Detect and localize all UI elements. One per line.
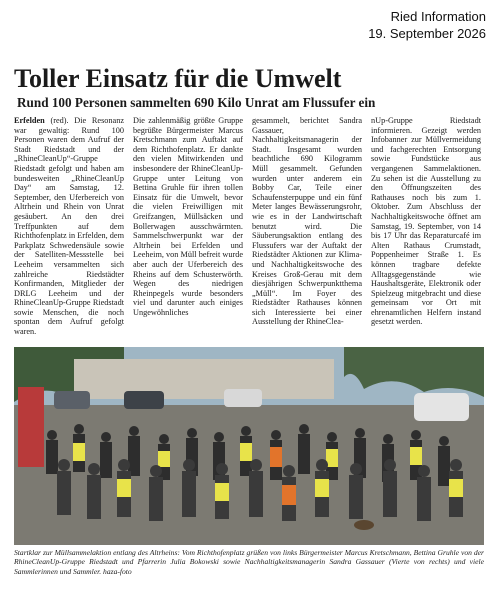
photo-car-3 [224, 389, 262, 407]
photo-car-1 [54, 391, 90, 409]
article-column-1 [14, 116, 124, 336]
photo-buildings [74, 359, 334, 399]
photo-banner [18, 387, 44, 467]
article-body [14, 116, 484, 336]
photo-credit: haza-foto [103, 566, 132, 576]
publication-name: Ried Information [390, 9, 486, 24]
issue-date: 19. September 2026 [368, 26, 486, 41]
article-column-3 [252, 116, 362, 336]
article-headline: Toller Einsatz für die Umwelt [14, 64, 342, 93]
column-1-text: (red). Die Resonanz war gewaltig: Rund 100 Personen waren dem Aufruf der Stadt Riedstadt und der „RhineCleanUp“-Gruppe Riedstadt gefolgt und haben am bundesweiten „RhineCleanUp Day“ am Samstag, 12. September, den Uferbereich von Altrhein und Rhein von Unrat gesäubert. An den drei Treffpunkten auf dem Richthofenplatz in Erfelden, dem Parkplatz Schwedensäule sowie der Satelliten-Messstelle bei Leeheim versammelten sich zahlreiche Riedstädter Konfirmanden, Mitglieder der DRLG Leeheim und der RhineCleanUp-Gruppe Riedstadt sowie Menschen, die noch spontan dem Aufruf gefolgt waren. [14, 116, 124, 336]
caption-text: Startklar zur Müllsammelaktion entlang des Altrheins: Vom Richthofenplatz grüßen von links Bürgermeister Marcus Kretschmann, Bettina Gruhle von der RhineCleanUp-Gruppe Riedstadt und Pfarrerin Julia Bokowski sowie Nachhaltigkeitsmanagerin Sandra Gassauer (Vierte von rechts) und viele Sammlerinnen und Sammler. [14, 548, 484, 576]
group-photo-illustration [14, 347, 484, 545]
photo-dog [354, 520, 374, 530]
article-column-4 [371, 116, 481, 336]
column-3-text: gesammelt, berichtet Sandra Gassauer, Nachhaltigkeitsmanagerin der Stadt. Insgesamt wurden beachtliche 690 Kilogramm Müll gesammelt. Gefunden wurden unter anderem ein Bobby Car, Teile einer Schaufensterpuppe und ein fünf Meter langes Bewässerungsrohr, wie es in der Landwirtschaft benutzt wird. Die Säuberungsaktion entlang des Flussufers war der Auftakt der Riedstädter Aktionen zur Klima- und Nachhaltigkeitswoche des Kreises Groß-Gerau mit dem diesjährigen Schwerpunktthema „Müll“. Im Foyer des Riedstädter Rathauses können sich Interessierte bei einer Ausstellung der RhineClea- [252, 116, 362, 327]
dateline: Erfelden [14, 116, 45, 125]
photo-caption [14, 548, 484, 576]
column-4-text: nUp-Gruppe Riedstadt informieren. Gezeigt werden Infobanner zur Müllvermeidung und fachgerechten Entsorgung sowie Fundstücke aus vergangenen Sammelaktionen. Zu sehen ist die Ausstellung zu den Öffnungszeiten des Rathauses noch bis zum 1. Oktober. Zum Abschluss der Nachhaltigkeitswoche öffnet am Samstag, 19. September, von 14 bis 17 Uhr das Reparaturcafé im Alten Rathaus Crumstadt, Poppenheimer Straße 1. Es können tragbare defekte Alltagsgegenstände wie Haushaltsgeräte, Elektronik oder Spielzeug mitgebracht und diese gemeinsam vor Ort mit ehrenamtlichen Helfern instand gesetzt werden. [371, 116, 481, 327]
photo-car-2 [124, 391, 164, 409]
group-photo [14, 347, 484, 545]
article-subheadline: Rund 100 Personen sammelten 690 Kilo Unrat am Flussufer ein [17, 95, 376, 110]
article-column-2 [133, 116, 243, 336]
photo-car-4 [414, 393, 469, 421]
masthead [368, 8, 486, 42]
column-2-text: Die zahlenmäßig größte Gruppe begrüßte Bürgermeister Marcus Kretschmann zum Auftakt auf dem Richthofenplatz. Er dankte den vielen Mitwirkenden und insbesondere der RhineCleanUp-Gruppe unter Leitung von Bettina Gruhle für ihren tollen Einsatz für die Umwelt, bevor die vielen Freiwilligen mit Greifzangen, Müllsäcken und Bollerwagen ausschwärmten. Sammelschwerpunkt war der Altrhein bei Erfelden und Leeheim, von Müll befreit wurde aber auch der Uferbereich des Rheins auf dem Schusterwörth. Wegen des niedrigen Rheinpegels wurde besonders viel und darunter auch einiges Ungewöhnliches [133, 116, 243, 317]
